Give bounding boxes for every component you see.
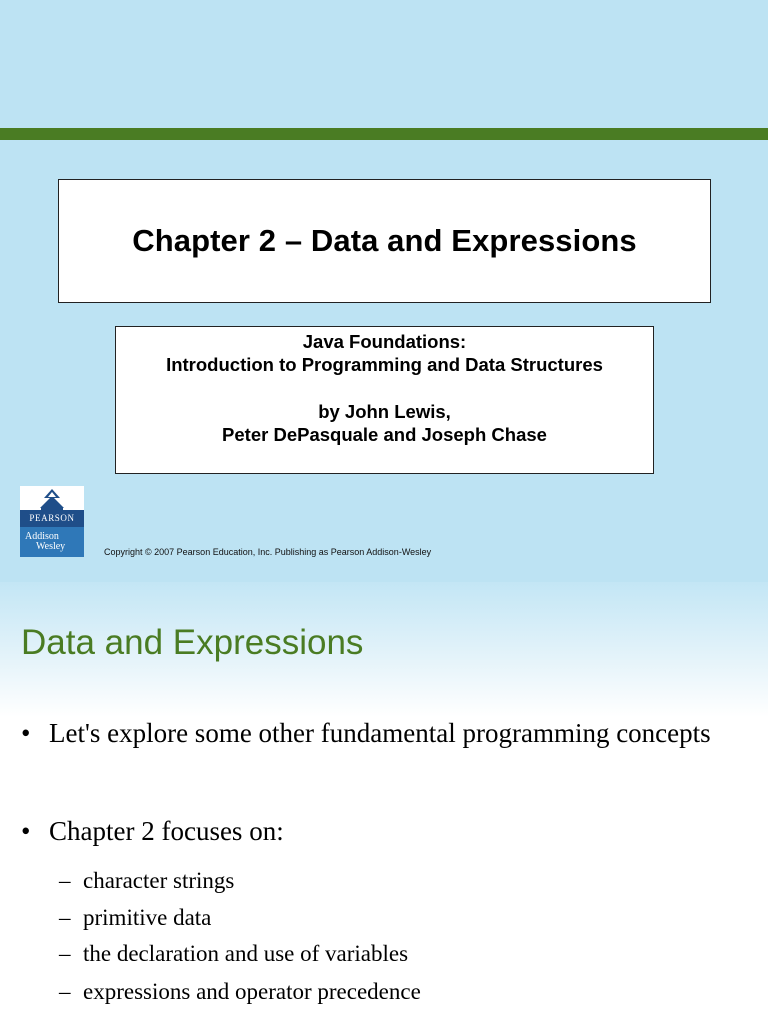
bullet-text: Chapter 2 focuses on: xyxy=(49,816,284,846)
bullet-text: Let's explore some other fundamental programming concepts xyxy=(49,718,711,748)
sub-item-text: character strings xyxy=(83,868,235,893)
book-subtitle-line: Introduction to Programming and Data Structures xyxy=(166,354,603,375)
sub-item-text: expressions and operator precedence xyxy=(83,979,421,1004)
copyright-notice: Copyright © 2007 Pearson Education, Inc. Publishing as Pearson Addison-Wesley xyxy=(104,547,432,557)
sub-item-marker: – xyxy=(59,979,71,1004)
sub-item xyxy=(59,977,421,1007)
imprint-line-1: Addison xyxy=(25,531,59,542)
sub-item xyxy=(59,903,211,933)
sub-item-marker: – xyxy=(59,905,71,930)
sub-item-text: primitive data xyxy=(83,905,212,930)
pearson-logo xyxy=(20,486,84,557)
slide-title: Chapter 2 – Data and Expressions xyxy=(132,223,637,258)
sub-item-text: the declaration and use of variables xyxy=(83,941,409,966)
sub-item-marker: – xyxy=(59,941,71,966)
bullet-marker: • xyxy=(21,816,31,846)
pearson-brand-label: PEARSON xyxy=(20,510,84,527)
title-box xyxy=(58,179,711,303)
book-title-line: Java Foundations: xyxy=(302,331,467,352)
book-authors-line-1: by John Lewis, xyxy=(318,401,451,422)
bullet-item xyxy=(21,715,741,751)
accent-rule xyxy=(0,128,768,140)
imprint-label xyxy=(20,527,84,557)
content-slide xyxy=(0,582,768,1024)
slide-heading: Data and Expressions xyxy=(21,623,364,662)
sub-item xyxy=(59,939,408,969)
bullet-item xyxy=(21,813,741,849)
sub-item xyxy=(59,866,234,896)
bullet-marker: • xyxy=(21,718,31,748)
book-authors-line-2: Peter DePasquale and Joseph Chase xyxy=(222,424,547,445)
imprint-line-2: Wesley xyxy=(36,541,66,552)
book-info-box xyxy=(115,326,654,474)
sub-item-marker: – xyxy=(59,868,71,893)
